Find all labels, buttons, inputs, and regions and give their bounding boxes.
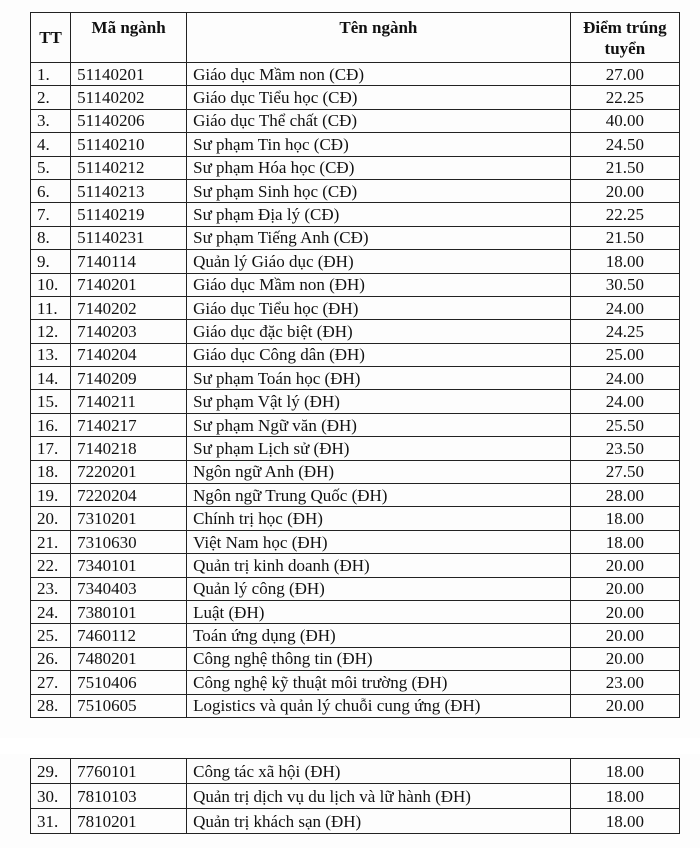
major-name: Giáo dục Tiểu học (CĐ) [187,86,571,109]
table-row [31,647,680,670]
table-row [31,133,680,156]
major-name: Quản lý công (ĐH) [187,577,571,600]
major-code: 51140201 [71,63,187,86]
admission-score: 18.00 [570,530,679,553]
row-index: 13. [31,343,71,366]
admission-score: 24.00 [570,367,679,390]
major-code: 51140206 [71,109,187,132]
table-row [31,530,680,553]
admission-score: 24.00 [570,296,679,319]
table-row [31,273,680,296]
row-index: 24. [31,600,71,623]
table-row [31,250,680,273]
major-code: 51140219 [71,203,187,226]
major-name: Quản lý Giáo dục (ĐH) [187,250,571,273]
major-code: 51140212 [71,156,187,179]
table-row [31,600,680,623]
admission-score: 25.50 [570,413,679,436]
major-name: Logistics và quản lý chuỗi cung ứng (ĐH) [187,694,571,717]
major-code: 51140213 [71,179,187,202]
admission-score: 23.50 [570,437,679,460]
major-code: 7310630 [71,530,187,553]
table-row [31,484,680,507]
major-code: 7380101 [71,600,187,623]
row-index: 28. [31,694,71,717]
header-score-line2: tuyển [604,38,646,58]
row-index: 20. [31,507,71,530]
table-body [31,63,680,718]
row-index: 19. [31,484,71,507]
major-code: 7310201 [71,507,187,530]
row-index: 12. [31,320,71,343]
admission-score: 20.00 [570,624,679,647]
admission-score: 24.50 [570,133,679,156]
major-code: 7510406 [71,671,187,694]
major-name: Sư phạm Ngữ văn (ĐH) [187,413,571,436]
major-name: Sư phạm Địa lý (CĐ) [187,203,571,226]
major-name: Sư phạm Sinh học (CĐ) [187,179,571,202]
row-index: 21. [31,530,71,553]
admission-scores-table [30,12,680,718]
table-row [31,63,680,86]
major-code: 51140202 [71,86,187,109]
major-code: 7140218 [71,437,187,460]
major-name: Ngôn ngữ Trung Quốc (ĐH) [187,484,571,507]
major-code: 7480201 [71,647,187,670]
table-header-row [31,13,680,63]
row-index: 7. [31,203,71,226]
major-code: 7140204 [71,343,187,366]
table-row [31,179,680,202]
admission-score: 18.00 [570,784,679,809]
row-index: 2. [31,86,71,109]
row-index: 11. [31,296,71,319]
admission-score: 18.00 [570,507,679,530]
row-index: 15. [31,390,71,413]
major-name: Quản trị khách sạn (ĐH) [187,809,571,834]
major-code: 7810103 [71,784,187,809]
major-code: 7220201 [71,460,187,483]
table-row [31,156,680,179]
admission-score: 22.25 [570,203,679,226]
major-name: Sư phạm Vật lý (ĐH) [187,390,571,413]
row-index: 3. [31,109,71,132]
major-name: Giáo dục Mầm non (ĐH) [187,273,571,296]
row-index: 1. [31,63,71,86]
table-row [31,437,680,460]
table-row [31,507,680,530]
header-name: Tên ngành [187,13,571,63]
major-name: Sư phạm Toán học (ĐH) [187,367,571,390]
major-name: Giáo dục đặc biệt (ĐH) [187,320,571,343]
table-body-continued [31,759,680,834]
admission-score: 30.50 [570,273,679,296]
row-index: 9. [31,250,71,273]
admission-score: 27.00 [570,63,679,86]
row-index: 10. [31,273,71,296]
table-row [31,784,680,809]
major-name: Giáo dục Công dân (ĐH) [187,343,571,366]
admission-score: 28.00 [570,484,679,507]
major-name: Việt Nam học (ĐH) [187,530,571,553]
table-row [31,577,680,600]
admission-score: 20.00 [570,694,679,717]
table-row [31,624,680,647]
table-row [31,226,680,249]
major-name: Công nghệ thông tin (ĐH) [187,647,571,670]
header-score [570,13,679,63]
admission-score: 23.00 [570,671,679,694]
major-code: 7140114 [71,250,187,273]
row-index: 30. [31,784,71,809]
admission-score: 20.00 [570,577,679,600]
table-row [31,759,680,784]
row-index: 5. [31,156,71,179]
table-row [31,671,680,694]
admission-scores-table-continued [30,758,680,834]
table-row [31,109,680,132]
table-row [31,86,680,109]
admission-score: 22.25 [570,86,679,109]
row-index: 29. [31,759,71,784]
major-name: Sư phạm Lịch sử (ĐH) [187,437,571,460]
admission-score: 21.50 [570,226,679,249]
admission-score: 18.00 [570,759,679,784]
row-index: 4. [31,133,71,156]
major-code: 7140202 [71,296,187,319]
row-index: 31. [31,809,71,834]
header-code: Mã ngành [71,13,187,63]
row-index: 22. [31,554,71,577]
major-name: Giáo dục Tiểu học (ĐH) [187,296,571,319]
major-name: Ngôn ngữ Anh (ĐH) [187,460,571,483]
major-name: Chính trị học (ĐH) [187,507,571,530]
major-name: Giáo dục Mầm non (CĐ) [187,63,571,86]
row-index: 16. [31,413,71,436]
admission-score: 18.00 [570,250,679,273]
major-code: 51140210 [71,133,187,156]
table-row [31,390,680,413]
row-index: 6. [31,179,71,202]
row-index: 8. [31,226,71,249]
row-index: 25. [31,624,71,647]
admission-score: 21.50 [570,156,679,179]
major-name: Quản trị kinh doanh (ĐH) [187,554,571,577]
table-row [31,554,680,577]
admission-score: 40.00 [570,109,679,132]
row-index: 23. [31,577,71,600]
admission-score: 18.00 [570,809,679,834]
major-name: Toán ứng dụng (ĐH) [187,624,571,647]
header-score-line1: Điểm trúng [583,17,667,37]
major-name: Công tác xã hội (ĐH) [187,759,571,784]
major-code: 7140217 [71,413,187,436]
major-code: 7810201 [71,809,187,834]
major-name: Sư phạm Tin học (CĐ) [187,133,571,156]
table-row [31,694,680,717]
major-name: Giáo dục Thể chất (CĐ) [187,109,571,132]
major-name: Sư phạm Tiếng Anh (CĐ) [187,226,571,249]
table-row [31,460,680,483]
major-name: Quản trị dịch vụ du lịch và lữ hành (ĐH) [187,784,571,809]
row-index: 27. [31,671,71,694]
major-code: 7140209 [71,367,187,390]
major-name: Sư phạm Hóa học (CĐ) [187,156,571,179]
admission-score: 20.00 [570,554,679,577]
major-code: 7760101 [71,759,187,784]
row-index: 18. [31,460,71,483]
major-code: 7140211 [71,390,187,413]
table-row [31,413,680,436]
row-index: 26. [31,647,71,670]
page-break [0,738,700,754]
table-row [31,203,680,226]
major-code: 7220204 [71,484,187,507]
major-code: 7340403 [71,577,187,600]
admission-score: 20.00 [570,647,679,670]
major-code: 7140201 [71,273,187,296]
table-row [31,296,680,319]
admission-score: 20.00 [570,600,679,623]
row-index: 14. [31,367,71,390]
major-code: 7340101 [71,554,187,577]
major-code: 7510605 [71,694,187,717]
row-index: 17. [31,437,71,460]
header-tt: TT [31,13,71,63]
major-name: Luật (ĐH) [187,600,571,623]
table-row [31,367,680,390]
admission-score: 24.25 [570,320,679,343]
admission-score: 20.00 [570,179,679,202]
major-code: 51140231 [71,226,187,249]
admission-score: 25.00 [570,343,679,366]
major-code: 7140203 [71,320,187,343]
major-code: 7460112 [71,624,187,647]
table-row [31,320,680,343]
table-row [31,343,680,366]
admission-score: 27.50 [570,460,679,483]
admission-score: 24.00 [570,390,679,413]
major-name: Công nghệ kỹ thuật môi trường (ĐH) [187,671,571,694]
table-row [31,809,680,834]
